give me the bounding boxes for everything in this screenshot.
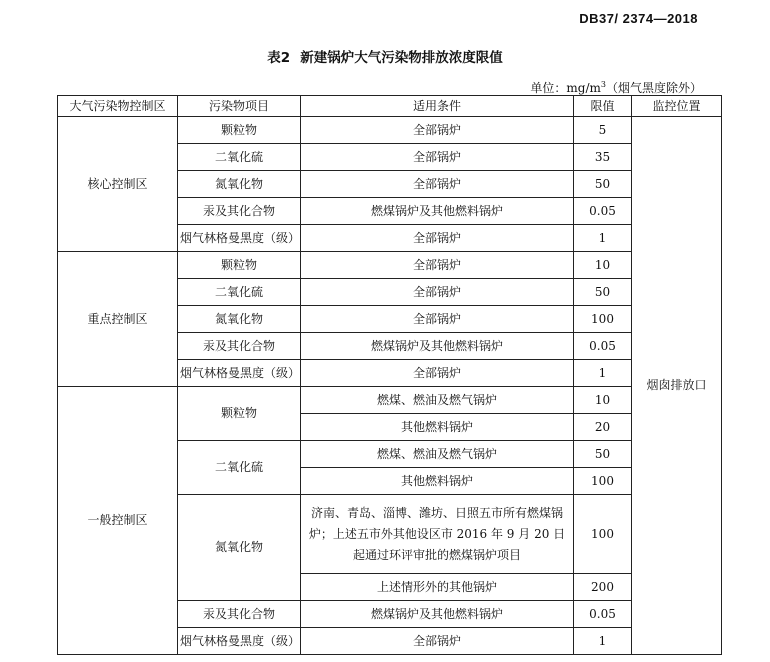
header-limit: 限值 <box>574 96 632 117</box>
limit-cell: 50 <box>574 441 632 468</box>
condition-cell: 燃煤锅炉及其他燃料锅炉 <box>301 601 574 628</box>
limit-cell: 1 <box>574 360 632 387</box>
limit-cell: 35 <box>574 144 632 171</box>
header-pollutant: 污染物项目 <box>178 96 301 117</box>
limit-cell: 0.05 <box>574 601 632 628</box>
header-condition: 适用条件 <box>301 96 574 117</box>
pollutant-cell: 烟气林格曼黑度（级） <box>178 225 301 252</box>
pollutant-cell: 烟气林格曼黑度（级） <box>178 360 301 387</box>
zone-cell: 核心控制区 <box>58 117 178 252</box>
pollutant-cell: 氮氧化物 <box>178 495 301 601</box>
limit-cell: 1 <box>574 628 632 655</box>
pollutant-cell: 二氧化硫 <box>178 279 301 306</box>
table-title-text: 新建锅炉大气污染物排放浓度限值 <box>300 50 503 66</box>
condition-cell: 全部锅炉 <box>301 628 574 655</box>
pollutant-cell: 二氧化硫 <box>178 441 301 495</box>
table-row <box>58 117 722 144</box>
table-row <box>58 252 722 279</box>
unit-suffix: （烟气黑度除外） <box>605 81 702 95</box>
emission-limits-table <box>57 95 722 655</box>
table-number: 表2 <box>267 50 291 66</box>
header-zone: 大气污染物控制区 <box>58 96 178 117</box>
condition-cell: 全部锅炉 <box>301 252 574 279</box>
condition-cell: 燃煤锅炉及其他燃料锅炉 <box>301 198 574 225</box>
unit-note <box>530 79 702 96</box>
condition-cell: 燃煤、燃油及燃气锅炉 <box>301 387 574 414</box>
condition-cell: 全部锅炉 <box>301 279 574 306</box>
zone-cell: 重点控制区 <box>58 252 178 387</box>
limit-cell: 50 <box>574 171 632 198</box>
limit-cell: 1 <box>574 225 632 252</box>
condition-cell: 济南、青岛、淄博、潍坊、日照五市所有燃煤锅炉；上述五市外其他设区市 2016 年 9 月 20 日起通过环评审批的燃煤锅炉项目 <box>301 495 574 574</box>
document-code: DB37/ 2374—2018 <box>579 11 698 26</box>
limit-cell: 10 <box>574 387 632 414</box>
limit-cell: 200 <box>574 574 632 601</box>
condition-cell: 全部锅炉 <box>301 360 574 387</box>
pollutant-cell: 烟气林格曼黑度（级） <box>178 628 301 655</box>
limit-cell: 0.05 <box>574 333 632 360</box>
condition-cell: 全部锅炉 <box>301 117 574 144</box>
limit-cell: 0.05 <box>574 198 632 225</box>
condition-cell: 其他燃料锅炉 <box>301 468 574 495</box>
pollutant-cell: 二氧化硫 <box>178 144 301 171</box>
condition-cell: 全部锅炉 <box>301 225 574 252</box>
limit-cell: 100 <box>574 468 632 495</box>
table-header-row <box>58 96 722 117</box>
monitor-location-cell: 烟囱排放口 <box>632 117 722 655</box>
condition-cell: 燃煤锅炉及其他燃料锅炉 <box>301 333 574 360</box>
limit-cell: 20 <box>574 414 632 441</box>
header-monitor-location: 监控位置 <box>632 96 722 117</box>
limit-cell: 5 <box>574 117 632 144</box>
limit-cell: 10 <box>574 252 632 279</box>
pollutant-cell: 颗粒物 <box>178 117 301 144</box>
condition-cell: 其他燃料锅炉 <box>301 414 574 441</box>
pollutant-cell: 氮氧化物 <box>178 171 301 198</box>
condition-cell: 燃煤、燃油及燃气锅炉 <box>301 441 574 468</box>
pollutant-cell: 汞及其化合物 <box>178 601 301 628</box>
condition-cell: 全部锅炉 <box>301 171 574 198</box>
pollutant-cell: 汞及其化合物 <box>178 333 301 360</box>
zone-cell: 一般控制区 <box>58 387 178 655</box>
limit-cell: 100 <box>574 306 632 333</box>
pollutant-cell: 氮氧化物 <box>178 306 301 333</box>
pollutant-cell: 颗粒物 <box>178 387 301 441</box>
pollutant-cell: 颗粒物 <box>178 252 301 279</box>
limit-cell: 50 <box>574 279 632 306</box>
table-row <box>58 387 722 414</box>
condition-cell: 上述情形外的其他锅炉 <box>301 574 574 601</box>
unit-superscript: 3 <box>600 80 606 89</box>
unit-prefix: 单位：mg/m <box>530 81 601 95</box>
condition-cell: 全部锅炉 <box>301 306 574 333</box>
table-title <box>0 46 770 66</box>
condition-cell: 全部锅炉 <box>301 144 574 171</box>
pollutant-cell: 汞及其化合物 <box>178 198 301 225</box>
limit-cell: 100 <box>574 495 632 574</box>
